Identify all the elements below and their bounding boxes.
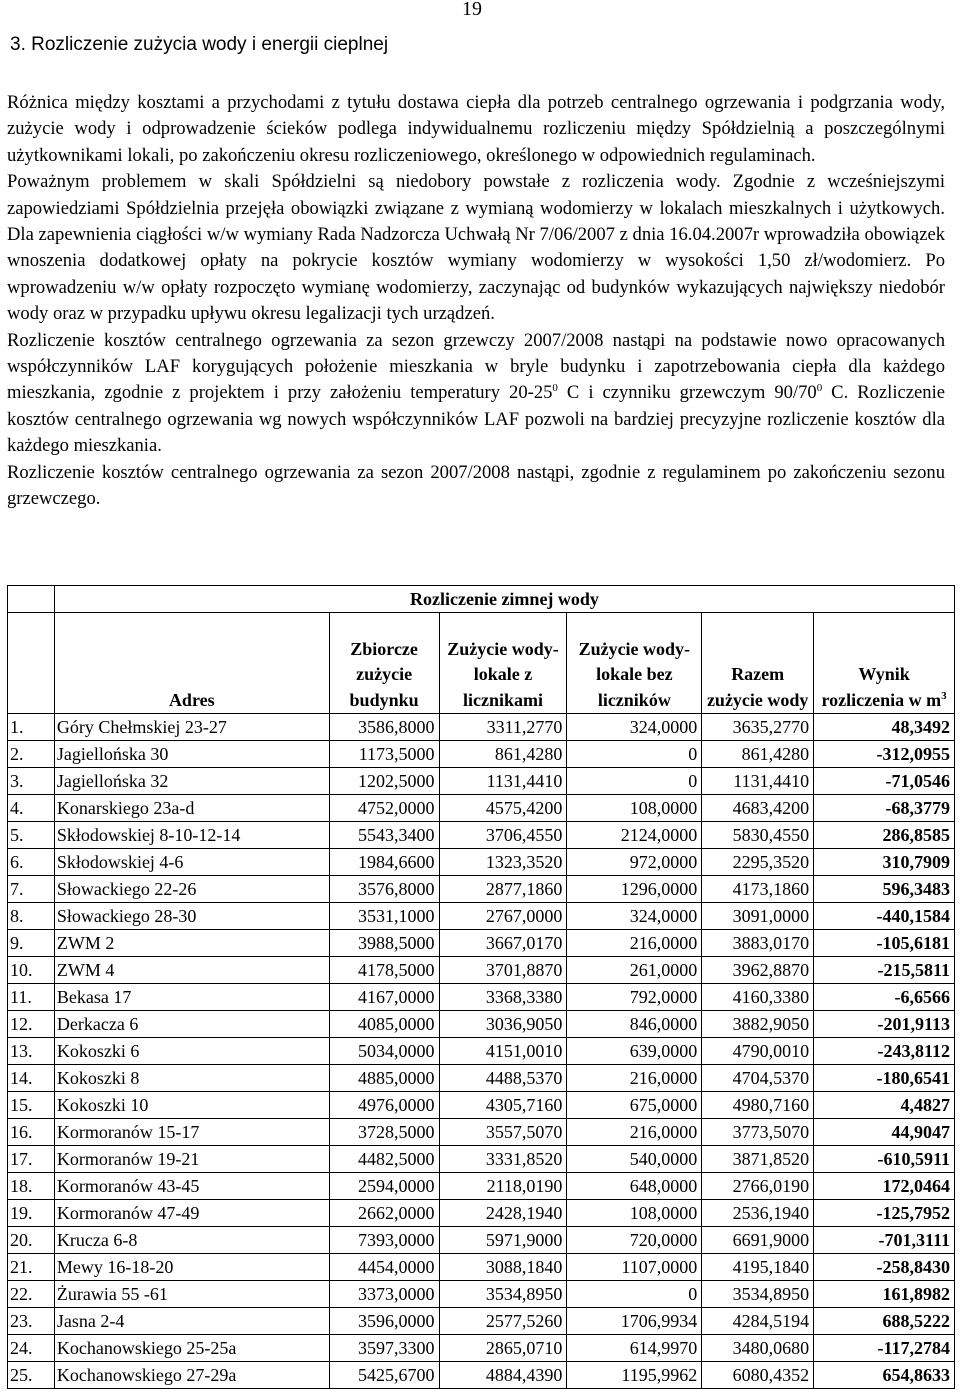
cell-razem: 2766,0190 xyxy=(702,1173,814,1200)
cell-adres: Derkacza 6 xyxy=(54,1011,329,1038)
cell-bez-licznikow: 108,0000 xyxy=(567,1200,702,1227)
cell-adres: Jagiellońska 30 xyxy=(54,741,329,768)
cell-z-licznikami: 3706,4550 xyxy=(439,822,567,849)
cell-razem: 861,4280 xyxy=(702,741,814,768)
cell-razem: 4195,1840 xyxy=(702,1254,814,1281)
table-row xyxy=(8,1200,955,1227)
cell-z-licznikami: 2428,1940 xyxy=(439,1200,567,1227)
table-row xyxy=(8,1362,955,1389)
section-title: 3. Rozliczenie zużycia wody i energii cieplnej xyxy=(10,34,389,55)
cell-z-licznikami: 2118,0190 xyxy=(439,1173,567,1200)
cell-wynik: -312,0955 xyxy=(814,741,955,768)
cell-razem: 3635,2770 xyxy=(702,714,814,741)
paragraph-1: Różnica między kosztami a przychodami z tytułu dostawa ciepła dla potrzeb centralnego ogrzewania i podgrzania wody, zużycie wody i odprowadzenie ścieków podlega indywidualnemu rozliczeniu między Spółdzielnią a poszczególnymi użytkownikami lokali, po zakończeniu okresu rozliczeniowego, określonego w odpowiednich regulaminach. xyxy=(7,92,945,166)
cell-adres: Jasna 2-4 xyxy=(54,1308,329,1335)
cell-bez-licznikow: 675,0000 xyxy=(567,1092,702,1119)
cell-lp: 9. xyxy=(8,930,55,957)
cell-z-licznikami: 3036,9050 xyxy=(439,1011,567,1038)
cell-lp: 10. xyxy=(8,957,55,984)
cell-bez-licznikow: 648,0000 xyxy=(567,1173,702,1200)
cell-zbiorcze: 5543,3400 xyxy=(329,822,439,849)
cell-wynik: -215,5811 xyxy=(814,957,955,984)
cell-bez-licznikow: 792,0000 xyxy=(567,984,702,1011)
cell-bez-licznikow: 614,9970 xyxy=(567,1335,702,1362)
cell-lp: 8. xyxy=(8,903,55,930)
cell-lp: 16. xyxy=(8,1119,55,1146)
page-number: 19 xyxy=(462,0,482,20)
cell-wynik: -68,3779 xyxy=(814,795,955,822)
cell-wynik: -201,9113 xyxy=(814,1011,955,1038)
cell-wynik: 310,7909 xyxy=(814,849,955,876)
cell-lp: 21. xyxy=(8,1254,55,1281)
cell-bez-licznikow: 0 xyxy=(567,768,702,795)
cell-lp: 13. xyxy=(8,1038,55,1065)
cell-bez-licznikow: 720,0000 xyxy=(567,1227,702,1254)
cell-bez-licznikow: 540,0000 xyxy=(567,1146,702,1173)
cell-z-licznikami: 4884,4390 xyxy=(439,1362,567,1389)
cell-wynik: -243,8112 xyxy=(814,1038,955,1065)
table-row xyxy=(8,984,955,1011)
cell-bez-licznikow: 1195,9962 xyxy=(567,1362,702,1389)
cold-water-settlement-table xyxy=(7,585,955,1389)
cell-z-licznikami: 1323,3520 xyxy=(439,849,567,876)
cell-adres: Kormoranów 43-45 xyxy=(54,1173,329,1200)
table-row xyxy=(8,957,955,984)
table-body xyxy=(8,714,955,1389)
paragraph-2: Poważnym problemem w skali Spółdzielni są niedobory powstałe z rozliczenia wody. Zgodnie z wcześniejszymi zapowiedziami Spółdzielnia przejęła obowiązki związane z wymianą wodomierzy w lokalach mieszkalnych i użytkowych. Dla zapewnienia ciągłości w/w wymiany Rada Nadzorcza Uchwałą Nr 7/06/2007 z dnia 16.04.2007r wprowadziła obowiązek wnoszenia dodatkowej opłaty na pokrycie kosztów wymiany wodomierzy w wysokości 1,50 zł/wodomierz. Po wprowadzeniu w/w opłaty rozpoczęto wymianę wodomierzy, zaczynając od budynków wykazujących największy niedobór wody oraz w przypadku upływu okresu legalizacji tych urządzeń. xyxy=(7,171,945,325)
cell-wynik: 44,9047 xyxy=(814,1119,955,1146)
cell-z-licznikami: 3331,8520 xyxy=(439,1146,567,1173)
cell-razem: 4683,4200 xyxy=(702,795,814,822)
cell-zbiorcze: 4178,5000 xyxy=(329,957,439,984)
table-row xyxy=(8,849,955,876)
cell-adres: Mewy 16-18-20 xyxy=(54,1254,329,1281)
paragraph-3 xyxy=(7,328,945,460)
cell-bez-licznikow: 0 xyxy=(567,741,702,768)
table-row xyxy=(8,714,955,741)
cell-z-licznikami: 1131,4410 xyxy=(439,768,567,795)
paragraph-3-part-c: C. Rozliczenie kosztów centralnego ogrzewania wg nowych współczynników LAF pozwoli na bardziej precyzyjne rozliczenie kosztów dla każdego mieszkania. xyxy=(7,382,945,457)
cell-lp: 1. xyxy=(8,714,55,741)
cell-razem: 3882,9050 xyxy=(702,1011,814,1038)
cell-bez-licznikow: 324,0000 xyxy=(567,714,702,741)
cell-wynik: 286,8585 xyxy=(814,822,955,849)
cell-z-licznikami: 4575,4200 xyxy=(439,795,567,822)
cell-adres: Kochanowskiego 25-25a xyxy=(54,1335,329,1362)
cell-zbiorcze: 1202,5000 xyxy=(329,768,439,795)
cell-bez-licznikow: 1107,0000 xyxy=(567,1254,702,1281)
cell-zbiorcze: 5034,0000 xyxy=(329,1038,439,1065)
cell-razem: 3773,5070 xyxy=(702,1119,814,1146)
cell-wynik: -117,2784 xyxy=(814,1335,955,1362)
header-adres: Adres xyxy=(54,613,329,714)
cell-bez-licznikow: 2124,0000 xyxy=(567,822,702,849)
cell-zbiorcze: 1984,6600 xyxy=(329,849,439,876)
table-row xyxy=(8,822,955,849)
table-row xyxy=(8,1065,955,1092)
degree-superscript: 0 xyxy=(552,382,558,395)
table-row xyxy=(8,1227,955,1254)
cell-razem: 4704,5370 xyxy=(702,1065,814,1092)
cell-razem: 4980,7160 xyxy=(702,1092,814,1119)
cell-zbiorcze: 1173,5000 xyxy=(329,741,439,768)
cell-razem: 4173,1860 xyxy=(702,876,814,903)
cell-razem: 4790,0010 xyxy=(702,1038,814,1065)
header-zbiorcze: Zbiorcze zużycie budynku xyxy=(329,613,439,714)
cell-z-licznikami: 3557,5070 xyxy=(439,1119,567,1146)
cell-z-licznikami: 4488,5370 xyxy=(439,1065,567,1092)
cell-adres: Bekasa 17 xyxy=(54,984,329,1011)
cell-lp: 20. xyxy=(8,1227,55,1254)
cell-bez-licznikow: 324,0000 xyxy=(567,903,702,930)
cell-z-licznikami: 3667,0170 xyxy=(439,930,567,957)
header-lokale-z-licznikami: Zużycie wody-lokale z licznikami xyxy=(439,613,567,714)
header-wynik xyxy=(814,613,955,714)
cell-lp: 12. xyxy=(8,1011,55,1038)
cell-razem: 3962,8870 xyxy=(702,957,814,984)
cell-wynik: -6,6566 xyxy=(814,984,955,1011)
cell-zbiorcze: 3596,0000 xyxy=(329,1308,439,1335)
cell-razem: 5830,4550 xyxy=(702,822,814,849)
cell-z-licznikami: 4305,7160 xyxy=(439,1092,567,1119)
table-row xyxy=(8,1308,955,1335)
cell-lp: 23. xyxy=(8,1308,55,1335)
cell-z-licznikami: 2865,0710 xyxy=(439,1335,567,1362)
cell-lp: 19. xyxy=(8,1200,55,1227)
cell-lp: 4. xyxy=(8,795,55,822)
cell-zbiorcze: 3586,8000 xyxy=(329,714,439,741)
cell-bez-licznikow: 261,0000 xyxy=(567,957,702,984)
cell-lp: 11. xyxy=(8,984,55,1011)
cell-wynik: -125,7952 xyxy=(814,1200,955,1227)
cell-wynik: 4,4827 xyxy=(814,1092,955,1119)
paragraph-3-part-a: Rozliczenie kosztów centralnego ogrzewania za sezon grzewczy 2007/2008 nastąpi na podstawie nowo opracowanych współczynników LAF korygujących położenie mieszkania w bryle budynku i zapotrzebowania ciepła dla każdego mieszkania, zgodnie z projektem i przy założeniu temperatury 20-25 xyxy=(7,329,945,404)
cell-bez-licznikow: 1296,0000 xyxy=(567,876,702,903)
table-row xyxy=(8,768,955,795)
cell-razem: 6080,4352 xyxy=(702,1362,814,1389)
cell-wynik: -610,5911 xyxy=(814,1146,955,1173)
cell-adres: Skłodowskiej 8-10-12-14 xyxy=(54,822,329,849)
cell-wynik: -71,0546 xyxy=(814,768,955,795)
cell-adres: Jagiellońska 32 xyxy=(54,768,329,795)
table-row xyxy=(8,1335,955,1362)
cell-adres: Słowackiego 28-30 xyxy=(54,903,329,930)
cell-adres: Konarskiego 23a-d xyxy=(54,795,329,822)
table-caption: Rozliczenie zimnej wody xyxy=(54,586,954,613)
cell-lp: 6. xyxy=(8,849,55,876)
table-row xyxy=(8,1254,955,1281)
cell-lp: 24. xyxy=(8,1335,55,1362)
cell-wynik: 172,0464 xyxy=(814,1173,955,1200)
cell-razem: 4160,3380 xyxy=(702,984,814,1011)
cell-z-licznikami: 861,4280 xyxy=(439,741,567,768)
cell-zbiorcze: 4885,0000 xyxy=(329,1065,439,1092)
cell-lp: 2. xyxy=(8,741,55,768)
body-text xyxy=(7,90,945,513)
cell-adres: Kormoranów 47-49 xyxy=(54,1200,329,1227)
header-razem: Razem zużycie wody xyxy=(702,613,814,714)
cell-wynik: -440,1584 xyxy=(814,903,955,930)
cell-zbiorcze: 2594,0000 xyxy=(329,1173,439,1200)
cell-lp: 17. xyxy=(8,1146,55,1173)
cell-wynik: -105,6181 xyxy=(814,930,955,957)
table-row xyxy=(8,930,955,957)
cell-zbiorcze: 3373,0000 xyxy=(329,1281,439,1308)
cell-zbiorcze: 3576,8000 xyxy=(329,876,439,903)
cell-razem: 3883,0170 xyxy=(702,930,814,957)
cell-zbiorcze: 4976,0000 xyxy=(329,1092,439,1119)
cell-adres: Kokoszki 6 xyxy=(54,1038,329,1065)
cell-bez-licznikow: 108,0000 xyxy=(567,795,702,822)
cell-bez-licznikow: 216,0000 xyxy=(567,1119,702,1146)
cell-z-licznikami: 3534,8950 xyxy=(439,1281,567,1308)
table-row xyxy=(8,741,955,768)
cell-adres: Góry Chełmskiej 23-27 xyxy=(54,714,329,741)
table-row xyxy=(8,1011,955,1038)
cell-lp: 5. xyxy=(8,822,55,849)
cell-z-licznikami: 2877,1860 xyxy=(439,876,567,903)
cell-zbiorcze: 3728,5000 xyxy=(329,1119,439,1146)
cell-zbiorcze: 2662,0000 xyxy=(329,1200,439,1227)
cell-wynik: 688,5222 xyxy=(814,1308,955,1335)
cell-z-licznikami: 5971,9000 xyxy=(439,1227,567,1254)
cell-bez-licznikow: 846,0000 xyxy=(567,1011,702,1038)
cell-z-licznikami: 2767,0000 xyxy=(439,903,567,930)
cell-zbiorcze: 4752,0000 xyxy=(329,795,439,822)
cell-lp: 25. xyxy=(8,1362,55,1389)
cell-razem: 3091,0000 xyxy=(702,903,814,930)
cell-razem: 4284,5194 xyxy=(702,1308,814,1335)
cell-wynik: -180,6541 xyxy=(814,1065,955,1092)
cell-zbiorcze: 4454,0000 xyxy=(329,1254,439,1281)
cell-razem: 2295,3520 xyxy=(702,849,814,876)
cell-lp: 14. xyxy=(8,1065,55,1092)
cell-bez-licznikow: 639,0000 xyxy=(567,1038,702,1065)
cell-z-licznikami: 3311,2770 xyxy=(439,714,567,741)
cell-razem: 6691,9000 xyxy=(702,1227,814,1254)
cell-wynik: 48,3492 xyxy=(814,714,955,741)
table-row xyxy=(8,903,955,930)
cell-adres: Słowackiego 22-26 xyxy=(54,876,329,903)
cell-adres: Krucza 6-8 xyxy=(54,1227,329,1254)
cell-razem: 3534,8950 xyxy=(702,1281,814,1308)
cell-lp: 22. xyxy=(8,1281,55,1308)
cell-bez-licznikow: 216,0000 xyxy=(567,1065,702,1092)
table-row xyxy=(8,1119,955,1146)
cell-zbiorcze: 3531,1000 xyxy=(329,903,439,930)
cell-wynik: -701,3111 xyxy=(814,1227,955,1254)
table-row xyxy=(8,1146,955,1173)
cell-adres: Kormoranów 15-17 xyxy=(54,1119,329,1146)
table-row xyxy=(8,795,955,822)
cell-lp: 7. xyxy=(8,876,55,903)
cell-razem: 3480,0680 xyxy=(702,1335,814,1362)
cell-wynik: 654,8633 xyxy=(814,1362,955,1389)
lp-header-cell xyxy=(8,613,55,714)
cell-zbiorcze: 3597,3300 xyxy=(329,1335,439,1362)
cell-razem: 2536,1940 xyxy=(702,1200,814,1227)
cell-adres: Kormoranów 19-21 xyxy=(54,1146,329,1173)
cell-zbiorcze: 5425,6700 xyxy=(329,1362,439,1389)
cell-adres: Skłodowskiej 4-6 xyxy=(54,849,329,876)
table-row xyxy=(8,1038,955,1065)
cell-wynik: -258,8430 xyxy=(814,1254,955,1281)
cell-bez-licznikow: 0 xyxy=(567,1281,702,1308)
cell-razem: 3871,8520 xyxy=(702,1146,814,1173)
cell-razem: 1131,4410 xyxy=(702,768,814,795)
cell-adres: Kokoszki 8 xyxy=(54,1065,329,1092)
cell-lp: 15. xyxy=(8,1092,55,1119)
cell-bez-licznikow: 216,0000 xyxy=(567,930,702,957)
cell-zbiorcze: 4482,5000 xyxy=(329,1146,439,1173)
cell-adres: Żurawia 55 -61 xyxy=(54,1281,329,1308)
cubic-superscript: 3 xyxy=(941,689,947,702)
paragraph-3-part-b: C i czynniku grzewczym 90/70 xyxy=(557,382,817,404)
cell-z-licznikami: 3701,8870 xyxy=(439,957,567,984)
cell-lp: 3. xyxy=(8,768,55,795)
cell-zbiorcze: 4167,0000 xyxy=(329,984,439,1011)
cell-wynik: 596,3483 xyxy=(814,876,955,903)
cell-zbiorcze: 4085,0000 xyxy=(329,1011,439,1038)
header-wynik-label: Wynik rozliczenia w m xyxy=(821,664,942,710)
table-row xyxy=(8,1173,955,1200)
cell-adres: ZWM 2 xyxy=(54,930,329,957)
paragraph-4: Rozliczenie kosztów centralnego ogrzewania za sezon 2007/2008 nastąpi, zgodnie z regulaminem po zakończeniu sezonu grzewczego. xyxy=(7,461,945,510)
table-row xyxy=(8,1281,955,1308)
table-corner-cell xyxy=(8,586,55,613)
cell-lp: 18. xyxy=(8,1173,55,1200)
cell-adres: Kochanowskiego 27-29a xyxy=(54,1362,329,1389)
cell-zbiorcze: 7393,0000 xyxy=(329,1227,439,1254)
header-lokale-bez-licznikow: Zużycie wody-lokale bez liczników xyxy=(567,613,702,714)
degree-superscript: 0 xyxy=(816,382,823,395)
cell-bez-licznikow: 972,0000 xyxy=(567,849,702,876)
cell-bez-licznikow: 1706,9934 xyxy=(567,1308,702,1335)
cell-z-licznikami: 4151,0010 xyxy=(439,1038,567,1065)
cell-wynik: 161,8982 xyxy=(814,1281,955,1308)
cell-z-licznikami: 3088,1840 xyxy=(439,1254,567,1281)
cell-z-licznikami: 2577,5260 xyxy=(439,1308,567,1335)
cell-adres: Kokoszki 10 xyxy=(54,1092,329,1119)
cell-z-licznikami: 3368,3380 xyxy=(439,984,567,1011)
table-row xyxy=(8,1092,955,1119)
cell-zbiorcze: 3988,5000 xyxy=(329,930,439,957)
cell-adres: ZWM 4 xyxy=(54,957,329,984)
table-row xyxy=(8,876,955,903)
